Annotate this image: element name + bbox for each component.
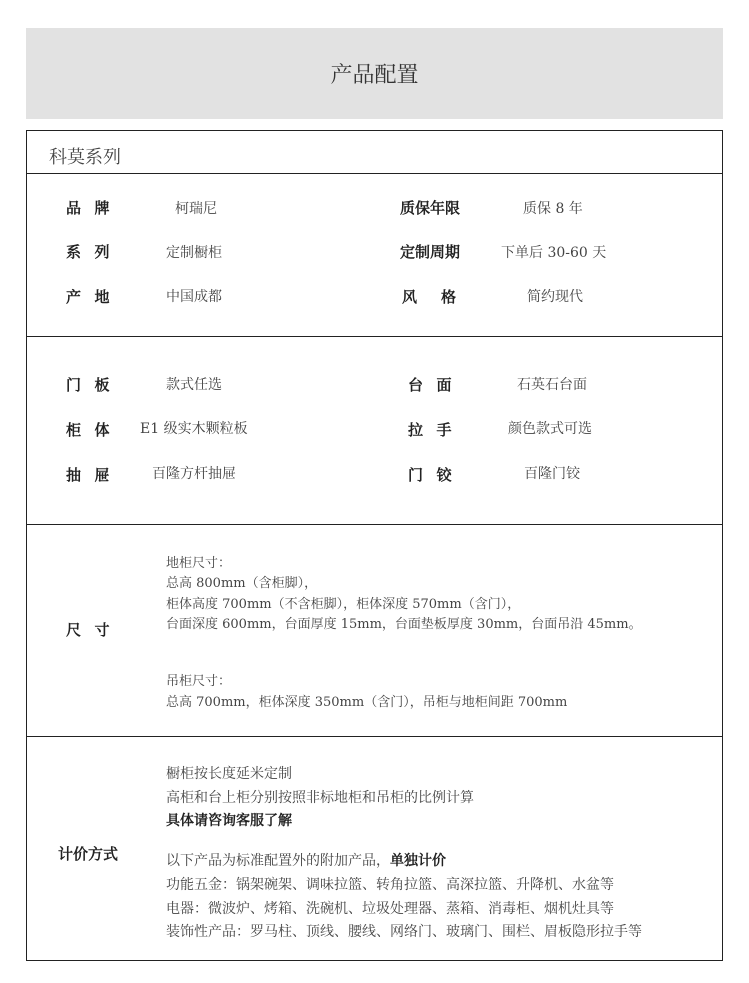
cabinet-value: E1 级实木颗粒板 <box>140 421 248 437</box>
door-label: 门板 <box>66 376 124 394</box>
config-table <box>26 130 723 961</box>
series-label: 系列 <box>66 243 124 261</box>
handle-value: 颜色款式可选 <box>508 421 592 437</box>
cabinet-label: 柜体 <box>66 421 124 439</box>
base-size-line: 柜体高度 700mm（不含柜脚），柜体深度 570mm（含门）， <box>166 597 521 612</box>
series-value: 定制橱柜 <box>166 245 222 261</box>
pricing-line: 高柜和台上柜分别按照非标地柜和吊柜的比例计算 <box>166 790 474 806</box>
hinge-value: 百隆门铰 <box>524 466 580 482</box>
size-label: 尺寸 <box>66 621 124 639</box>
page-header <box>26 28 723 119</box>
drawer-label: 抽屉 <box>66 466 124 484</box>
origin-value: 中国成都 <box>166 289 222 305</box>
wall-size-line: 总高 700mm，柜体深度 350mm（含门），吊柜与地柜间距 700mm <box>166 695 568 710</box>
wall-size-title: 吊柜尺寸： <box>166 674 232 689</box>
brand-label: 品牌 <box>66 199 124 217</box>
pricing-prefix: 以下产品为标准配置外的附加产品， <box>166 853 390 869</box>
divider <box>27 336 722 337</box>
drawer-value: 百隆方杆抽屉 <box>152 466 236 482</box>
pricing-line-bold: 具体请咨询客服了解 <box>166 813 292 829</box>
pricing-line: 装饰性产品：罗马柱、顶线、腰线、网络门、玻璃门、围栏、眉板隐形拉手等 <box>166 924 642 940</box>
pricing-separate-price: 单独计价 <box>390 853 446 869</box>
pricing-line: 功能五金：锅架碗架、调味拉篮、转角拉篮、高深拉篮、升降机、水盆等 <box>166 877 614 893</box>
base-size-title: 地柜尺寸： <box>166 556 232 571</box>
counter-value: 石英石台面 <box>517 377 587 393</box>
style-value: 简约现代 <box>527 289 583 305</box>
page-title: 产品配置 <box>330 63 419 88</box>
hinge-label: 门铰 <box>408 466 466 484</box>
base-size-line: 总高 800mm（含柜脚）， <box>166 576 318 591</box>
door-value: 款式任选 <box>166 377 222 393</box>
divider <box>27 524 722 525</box>
counter-label: 台面 <box>408 376 466 394</box>
divider <box>27 173 722 174</box>
handle-label: 拉手 <box>408 421 466 439</box>
pricing-line: 橱柜按长度延米定制 <box>166 766 292 782</box>
style-label: 风格 <box>402 288 481 306</box>
origin-label: 产地 <box>66 288 124 306</box>
divider <box>27 736 722 737</box>
pricing-line <box>166 850 446 870</box>
base-size-line: 台面深度 600mm，台面厚度 15mm，台面垫板厚度 30mm，台面吊沿 45mm。 <box>166 617 642 632</box>
period-value: 下单后 30-60 天 <box>501 245 607 261</box>
period-label: 定制周期 <box>400 243 461 261</box>
warranty-value: 质保 8 年 <box>523 201 583 217</box>
pricing-line: 电器：微波炉、烤箱、洗碗机、垃圾处理器、蒸箱、消毒柜、烟机灶具等 <box>166 901 614 917</box>
pricing-label: 计价方式 <box>58 845 119 863</box>
warranty-label: 质保年限 <box>400 199 461 217</box>
series-title: 科莫系列 <box>49 147 121 168</box>
brand-value: 柯瑞尼 <box>175 201 217 217</box>
